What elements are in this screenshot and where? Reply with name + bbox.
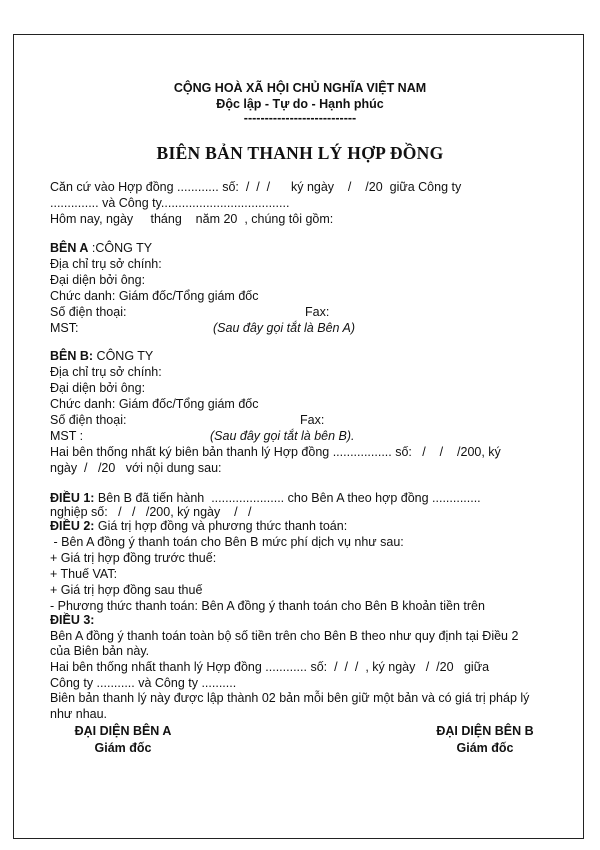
party-a-label: BÊN A (50, 241, 89, 255)
article-2-heading: ĐIỀU 2: (50, 519, 95, 533)
article-2-item: + Giá trị hợp đồng trước thuế: (50, 551, 217, 565)
article-3-line: Hai bên thống nhất thanh lý Hợp đồng ............ số: / / / , ký ngày / /20 giữa (50, 660, 490, 674)
party-a-address: Địa chỉ trụ sở chính: (50, 257, 162, 271)
article-2-item: - Phương thức thanh toán: Bên A đồng ý thanh toán cho Bên B khoản tiền trên (50, 599, 485, 613)
party-a-tax: MST: (50, 321, 79, 335)
party-a-fax: Fax: (305, 305, 330, 319)
party-a-heading-line (50, 240, 152, 256)
intro-line-2: .............. và Công ty..................................... (50, 196, 290, 210)
signature-b-title: ĐẠI DIỆN BÊN B (436, 724, 534, 738)
party-a-name: :CÔNG TY (88, 241, 153, 255)
party-b-fax: Fax: (300, 413, 325, 427)
article-2-item: - Bên A đồng ý thanh toán cho Bên B mức phí dịch vụ như sau: (50, 535, 404, 549)
signature-a-role: Giám đốc (94, 741, 152, 755)
article-2-item: + Giá trị hợp đồng sau thuế (50, 583, 203, 597)
article-1-text: Bên B đã tiến hành ..................... cho Bên A theo hợp đồng .............. (94, 491, 481, 505)
signature-b-role: Giám đốc (456, 741, 514, 755)
agreement-line-2: ngày / /20 với nội dung sau: (50, 461, 222, 475)
motto: Độc lập - Tự do - Hạnh phúc (216, 97, 384, 111)
article-3-heading: ĐIỀU 3: (50, 613, 95, 627)
article-3-line: của Biên bản này. (50, 644, 150, 658)
article-3-line: Biên bản thanh lý này được lập thành 02 bản mỗi bên giữ một bản và có giá trị pháp lý (50, 691, 530, 705)
article-2-text: Giá trị hợp đồng và phương thức thanh toán: (94, 519, 348, 533)
party-b-heading-line (50, 348, 153, 364)
party-b-alias: (Sau đây gọi tắt là bên B). (210, 429, 355, 443)
article-2-item: + Thuế VAT: (50, 567, 118, 581)
intro-line-1: Căn cứ vào Hợp đồng ............ số: / / / ký ngày / /20 giữa Công ty (50, 180, 462, 194)
article-1-line-2: nghiệp số: / / /200, ký ngày / / (50, 505, 252, 519)
party-b-address: Địa chỉ trụ sở chính: (50, 365, 162, 379)
party-a-rep: Đại diện bởi ông: (50, 273, 146, 287)
party-a-position: Chức danh: Giám đốc/Tổng giám đốc (50, 289, 259, 303)
party-b-label: BÊN B: (50, 349, 94, 363)
article-2 (50, 518, 347, 534)
party-b-rep: Đại diện bởi ông: (50, 381, 146, 395)
party-b-name: CÔNG TY (93, 349, 154, 363)
party-b-tax: MST : (50, 429, 84, 443)
article-3-line: Bên A đồng ý thanh toán toàn bộ số tiền trên cho Bên B theo như quy định tại Điều 2 (50, 629, 519, 643)
signature-a-title: ĐẠI DIỆN BÊN A (74, 724, 172, 738)
signature-block-b (420, 723, 550, 757)
article-3-line: như nhau. (50, 707, 108, 721)
nation-heading: CỘNG HOÀ XÃ HỘI CHỦ NGHĨA VIỆT NAM (173, 81, 427, 95)
article-3-line: Công ty ........... và Công ty .......... (50, 676, 237, 690)
party-a-phone: Số điện thoại: (50, 305, 127, 319)
party-b-phone: Số điện thoại: (50, 413, 127, 427)
header-rule: --------------------------- (243, 111, 357, 125)
article-1-heading: ĐIỀU 1: (50, 491, 95, 505)
document-title: BIÊN BẢN THANH LÝ HỢP ĐỒNG (156, 143, 444, 163)
signature-block-a (58, 723, 188, 757)
party-a-alias: (Sau đây gọi tắt là Bên A) (213, 321, 355, 335)
intro-line-3: Hôm nay, ngày tháng năm 20 , chúng tôi gồm: (50, 212, 334, 226)
party-b-position: Chức danh: Giám đốc/Tổng giám đốc (50, 397, 259, 411)
agreement-line-1: Hai bên thống nhất ký biên bản thanh lý Hợp đồng ................. số: / / /200, ký (50, 445, 501, 459)
